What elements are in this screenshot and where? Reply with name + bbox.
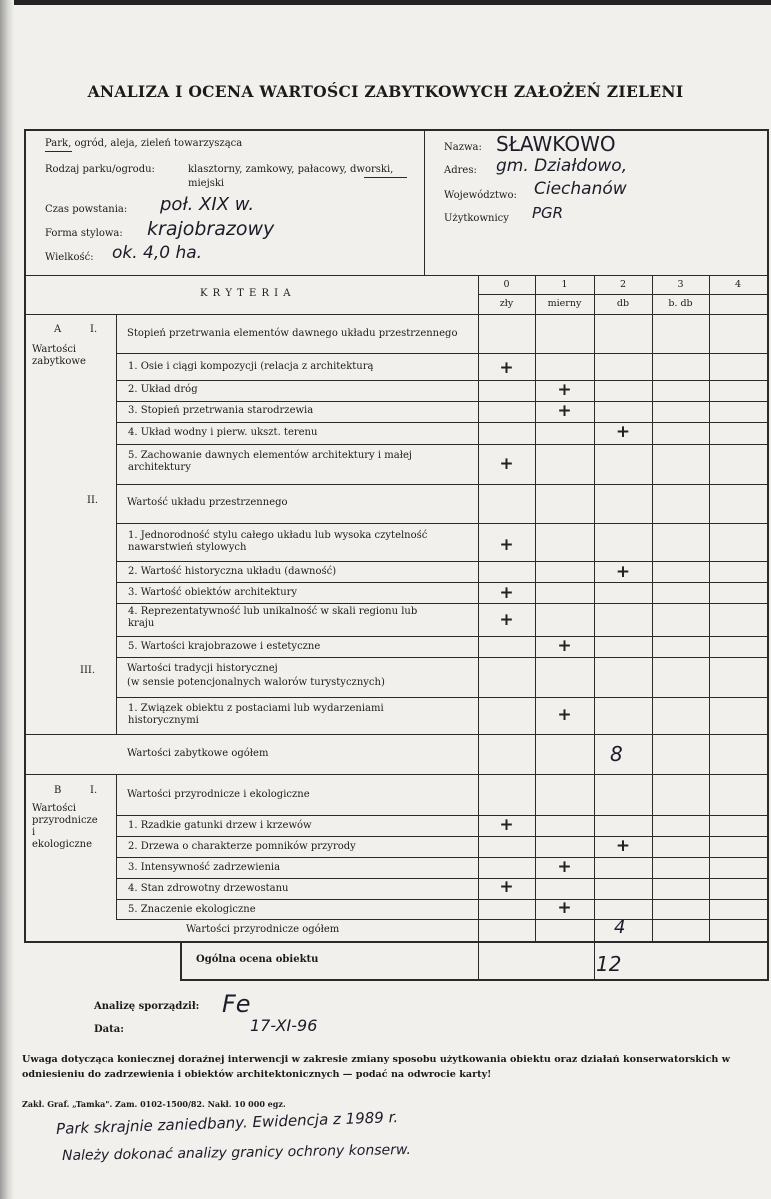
score-num-1: 1 bbox=[561, 279, 568, 290]
group2-item-5: 5. Wartości krajobrazowe i estetyczne bbox=[128, 641, 321, 652]
handwritten-note-2: Należy dokonać analizy granicy ochrony konserw. bbox=[61, 1141, 412, 1165]
group2-title: Wartość układu przestrzennego bbox=[127, 497, 288, 508]
mark-g1-3: + bbox=[557, 401, 572, 421]
group2-item-3: 3. Wartość obiektów architektury bbox=[128, 587, 298, 598]
section-a-roman: I. bbox=[90, 324, 98, 335]
group3-item-1: 1. Związek obiektu z postaciami lub wydarzeniami historycznymi bbox=[128, 703, 384, 726]
mark-g2-2: + bbox=[615, 562, 631, 582]
date-value: 17-XI-96 bbox=[250, 1016, 318, 1035]
mark-g2-1: + bbox=[499, 535, 514, 555]
size-label: Wielkość: bbox=[45, 252, 94, 263]
score-name-0: zły bbox=[499, 298, 514, 309]
mark-g2-5: + bbox=[557, 636, 572, 656]
group1-title: Stopień przetrwania elementów dawnego układu przestrzennego bbox=[127, 328, 458, 339]
name-value: SŁAWKOWO bbox=[496, 132, 616, 156]
b-item-5: 5. Znaczenie ekologiczne bbox=[128, 904, 256, 915]
section-a-group2-roman: II. bbox=[87, 495, 99, 506]
mark-g3-1: + bbox=[557, 705, 572, 725]
user-label: Użytkownicy bbox=[444, 213, 509, 224]
mark-b-5: + bbox=[557, 898, 572, 918]
user-value: PGR bbox=[532, 204, 564, 222]
voivodeship-value: Ciechanów bbox=[534, 179, 627, 199]
address-value: gm. Działdowo, bbox=[496, 156, 628, 176]
b-item-3: 3. Intensywność zadrzewienia bbox=[128, 862, 281, 873]
group1-item-5: 5. Zachowanie dawnych elementów architektury i małej architektury bbox=[128, 450, 412, 473]
group3-title-2: (w sensie potencjonalnych walorów turystycznych) bbox=[127, 677, 385, 688]
creation-time-label: Czas powstania: bbox=[45, 204, 128, 215]
author-signature: Fe bbox=[222, 990, 251, 1018]
overall-value: 12 bbox=[596, 952, 622, 976]
criteria-header: K R Y T E R I A bbox=[200, 288, 292, 299]
group1-item-2: 2. Układ dróg bbox=[128, 384, 198, 395]
score-num-4: 4 bbox=[734, 279, 742, 290]
score-num-0: 0 bbox=[503, 279, 510, 290]
handwritten-note-1: Park skrajnie zaniedbany. Ewidencja z 1989 r. bbox=[55, 1108, 399, 1138]
section-b-total-label: Wartości przyrodnicze ogółem bbox=[186, 924, 340, 935]
mark-g1-1: + bbox=[499, 358, 514, 378]
group1-item-4: 4. Układ wodny i pierw. ukszt. terenu bbox=[128, 427, 318, 438]
section-b-roman: I. bbox=[90, 785, 98, 796]
group1-item-3: 3. Stopień przetrwania starodrzewia bbox=[128, 405, 314, 416]
score-name-3: b. db bbox=[668, 298, 693, 309]
score-num-2: 2 bbox=[619, 279, 627, 290]
b-item-2: 2. Drzewa o charakterze pomników przyrody bbox=[128, 841, 356, 852]
b-item-1: 1. Rzadkie gatunki drzew i krzewów bbox=[128, 820, 312, 831]
scan-border-left bbox=[0, 0, 14, 1199]
section-a-total-label: Wartości zabytkowe ogółem bbox=[127, 748, 269, 759]
section-a-total-value: 8 bbox=[610, 742, 623, 766]
mark-g1-4: + bbox=[615, 422, 631, 442]
section-a-name: Wartości zabytkowe bbox=[32, 344, 86, 367]
group1-item-1: 1. Osie i ciągi kompozycji (relacja z architekturą bbox=[128, 361, 374, 372]
section-b-name: Wartości przyrodnicze i ekologiczne bbox=[32, 803, 98, 850]
style-form-label: Forma stylowa: bbox=[45, 228, 123, 239]
garden-kind-label: Rodzaj parku/ogrodu: bbox=[45, 164, 155, 175]
mark-b-1: + bbox=[499, 815, 514, 835]
style-form-value: krajobrazowy bbox=[147, 218, 275, 240]
size-value: ok. 4,0 ha. bbox=[112, 243, 203, 263]
address-label: Adres: bbox=[444, 165, 477, 176]
score-name-2: db bbox=[616, 298, 630, 309]
mark-g2-3: + bbox=[499, 583, 514, 603]
section-a-letter: A bbox=[54, 324, 62, 335]
print-info: Zakł. Graf. „Tamka". Zam. 0102-1500/82. Nakł. 10 000 egz. bbox=[22, 1099, 286, 1109]
overall-label: Ogólna ocena obiektu bbox=[196, 954, 319, 965]
mark-b-4: + bbox=[499, 877, 514, 897]
mark-b-3: + bbox=[557, 857, 572, 877]
scan-border-top bbox=[0, 0, 771, 5]
b-item-4: 4. Stan zdrowotny drzewostanu bbox=[128, 883, 289, 894]
mark-g1-5: + bbox=[499, 454, 514, 474]
mark-g2-4: + bbox=[499, 610, 514, 630]
group2-item-1: 1. Jednorodność stylu całego układu lub wysoka czytelność nawarstwień stylowych bbox=[128, 530, 428, 553]
section-a-group3-roman: III. bbox=[80, 665, 96, 676]
intervention-note: Uwaga dotycząca koniecznej doraźnej interwencji w zakresie zmiany sposobu użytkowania obiektu oraz działań konserwatorskich w odniesieniu do zadrzewienia i obiektów architektonicznych — podać na odwrocie karty! bbox=[22, 1054, 730, 1080]
section-b-total-value: 4 bbox=[614, 917, 626, 938]
garden-kind-options-2: miejski bbox=[188, 178, 225, 189]
group2-item-2: 2. Wartość historyczna układu (dawność) bbox=[128, 566, 337, 577]
voivodeship-label: Województwo: bbox=[444, 190, 517, 201]
page-title: ANALIZA I OCENA WARTOŚCI ZABYTKOWYCH ZAŁOŻEŃ ZIELENI bbox=[87, 82, 684, 101]
score-num-3: 3 bbox=[677, 279, 684, 290]
park-type-label: Park, ogród, aleja, zieleń towarzysząca bbox=[45, 138, 243, 149]
group2-item-4: 4. Reprezentatywność lub unikalność w skali regionu lub kraju bbox=[128, 606, 418, 629]
section-b-group-title: Wartości przyrodnicze i ekologiczne bbox=[127, 789, 310, 800]
garden-kind-options: klasztorny, zamkowy, pałacowy, dworski, bbox=[188, 164, 394, 175]
name-label: Nazwa: bbox=[444, 142, 482, 153]
score-name-1: mierny bbox=[547, 298, 582, 309]
author-label: Analizę sporządził: bbox=[94, 1001, 200, 1012]
mark-g1-2: + bbox=[557, 380, 572, 400]
mark-b-2: + bbox=[615, 836, 631, 856]
section-b-letter: B bbox=[54, 785, 62, 796]
date-label: Data: bbox=[94, 1024, 124, 1035]
creation-time-value: poł. XIX w. bbox=[160, 194, 255, 215]
group3-title-1: Wartości tradycji historycznej bbox=[127, 663, 278, 674]
